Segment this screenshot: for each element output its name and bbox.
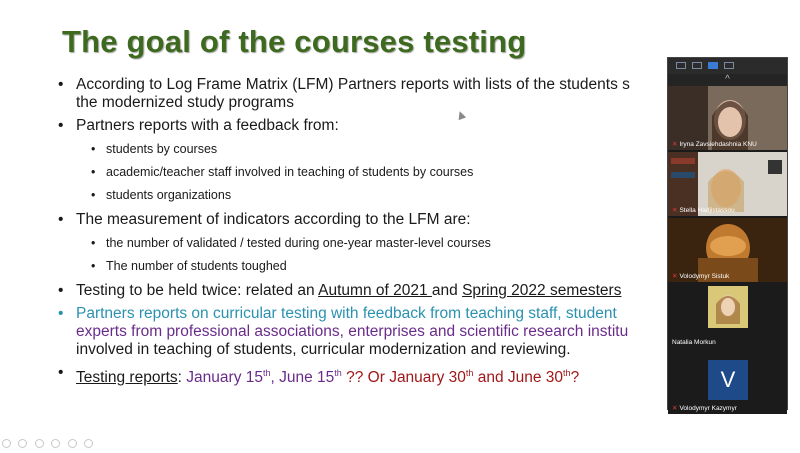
bullet-testing-reports	[58, 364, 678, 387]
bullet-feedback: • Partners reports with a feedback from:	[58, 117, 678, 135]
slide-body	[58, 76, 678, 416]
date-text: and June 30	[473, 369, 564, 387]
slides-grid-icon[interactable]	[51, 439, 60, 448]
sub-bullet: • the number of validated / tested during one-year master-level courses	[58, 236, 678, 250]
participant-tile[interactable]	[668, 350, 787, 414]
text: and	[431, 282, 463, 299]
sub-bullet: • The number of students toughed	[58, 259, 678, 273]
superscript: th	[465, 368, 474, 378]
underlined-text: Testing reports	[76, 369, 178, 387]
gallery-view-icon[interactable]	[708, 62, 718, 69]
bullet-lfm-line2: the modernized study programs	[76, 94, 294, 111]
mic-muted-icon: ✕	[672, 405, 678, 412]
slideshow-toolbar	[2, 435, 96, 447]
minimize-icon[interactable]	[676, 62, 686, 69]
date-text: ?? Or January 30	[341, 369, 466, 387]
bullet-lfm-line1: According to Log Frame Matrix (LFM) Partners reports with lists of the students s	[76, 76, 630, 93]
mic-muted-icon: ✕	[672, 207, 678, 214]
participant-tile[interactable]	[668, 152, 787, 216]
participant-name	[672, 272, 729, 280]
participant-name	[672, 339, 716, 346]
speaker-view-icon[interactable]	[692, 62, 702, 69]
participant-tile[interactable]	[668, 284, 787, 348]
more-options-icon[interactable]	[84, 439, 93, 448]
text: involved in teaching of students, curricular modernization and reviewing.	[76, 341, 571, 358]
bullet-lfm	[58, 76, 678, 112]
sub-bullet: • students organizations	[58, 188, 678, 202]
participant-name-text: Natalia Morkun	[672, 339, 716, 346]
bullet-testing-twice	[58, 282, 678, 300]
participant-name-text: Iryna Zavsiehdashnia KNU	[679, 141, 757, 148]
underlined-text: Spring 2022 semesters	[462, 282, 622, 299]
mic-muted-icon: ✕	[672, 141, 678, 148]
participant-name-text: Volodymyr Sistuk	[679, 273, 730, 280]
date-text: , June 15	[270, 369, 335, 387]
slide-title: The goal of the courses testing	[62, 24, 527, 59]
previous-slide-icon[interactable]	[2, 439, 11, 448]
text: Testing to be held twice: related an	[76, 282, 319, 299]
bullet-curricular-testing	[58, 305, 678, 359]
date-text: January 15	[186, 369, 263, 387]
pen-icon[interactable]	[35, 439, 44, 448]
date-text: ?	[570, 369, 580, 387]
superscript: th	[263, 368, 271, 378]
next-slide-icon[interactable]	[18, 439, 27, 448]
strip-view-icon[interactable]	[724, 62, 734, 69]
avatar: V	[708, 360, 748, 400]
participant-name-text: Stella Hadjistassou	[679, 207, 735, 214]
sub-bullet: • students by courses	[58, 142, 678, 156]
text: :	[177, 369, 187, 387]
scroll-up-chevron-icon[interactable]: ^	[668, 74, 787, 86]
mic-muted-icon: ✕	[672, 273, 678, 280]
video-participants-panel[interactable]	[667, 57, 788, 410]
participant-name	[672, 140, 757, 148]
sub-bullet: • academic/teacher staff involved in teaching of students by courses	[58, 165, 678, 179]
superscript: th	[334, 368, 342, 378]
panel-toolbar	[668, 58, 787, 74]
bullet-measurement: • The measurement of indicators according to the LFM are:	[58, 211, 678, 229]
zoom-icon[interactable]	[68, 439, 77, 448]
participant-tile[interactable]	[668, 86, 787, 150]
participant-name	[672, 206, 735, 214]
participant-tile[interactable]	[668, 218, 787, 282]
participant-name-text: Volodymyr Kazymyr	[679, 405, 737, 412]
text: experts from professional associations, enterprises and scientific research institu	[76, 323, 629, 340]
participant-name	[672, 404, 737, 412]
underlined-text: Autumn of 2021	[318, 282, 432, 299]
text: Partners reports on curricular testing with feedback from teaching staff, student	[76, 305, 617, 322]
superscript: th	[563, 368, 571, 378]
